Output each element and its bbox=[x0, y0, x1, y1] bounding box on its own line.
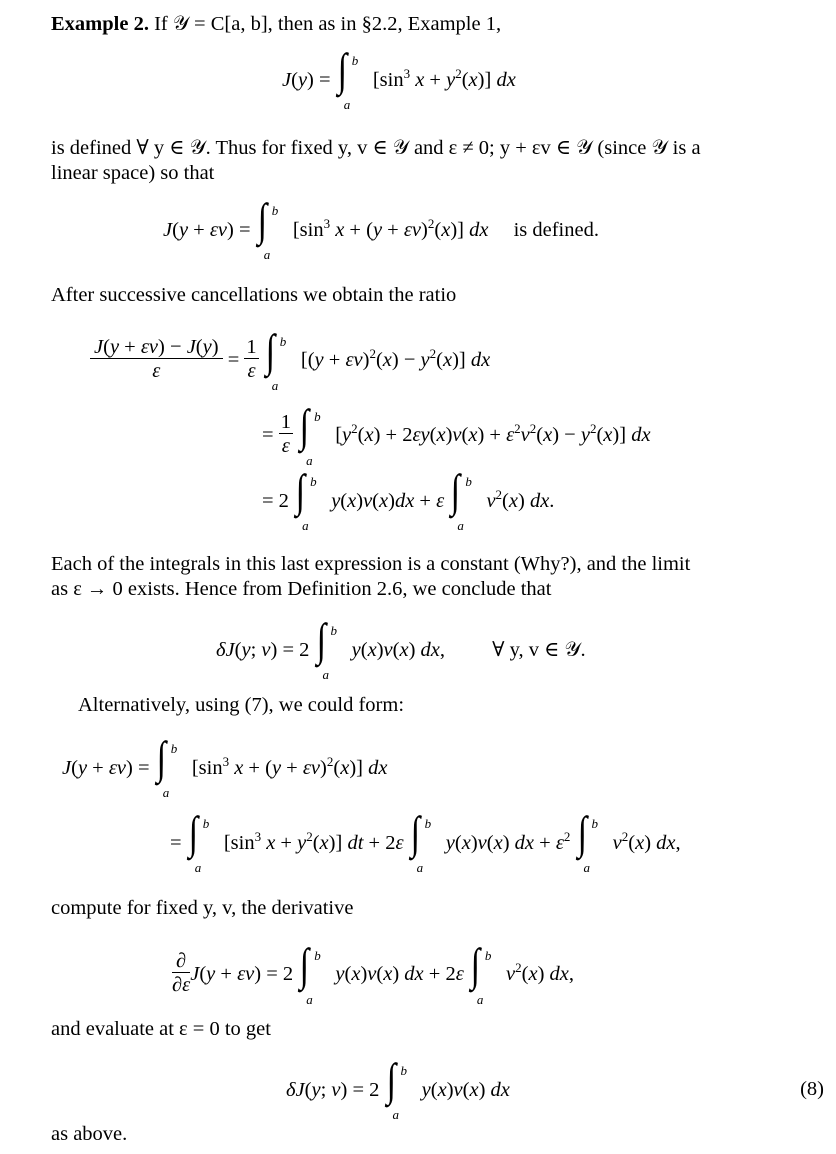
equation-8: δJ(y; v) = 2 ∫ b a y(x)v(x) dx bbox=[286, 1054, 510, 1123]
example-label: Example 2. bbox=[51, 13, 149, 35]
paragraph-evaluate: and evaluate at ε = 0 to get bbox=[51, 1018, 271, 1040]
paragraph-alternatively: Alternatively, using (7), we could form: bbox=[78, 694, 405, 716]
equation-J-definition: J(y) = ∫ b a [$\sin^3$ $x + y^2(x)$] dx bbox=[282, 44, 516, 113]
equation-ratio-line-1: $\frac{J(y + \varepsilon v) - J(y)}{\varepsilon}$ = $\frac{1}{\varepsilon}$ ∫ b a $[(y + \varepsilon v)^2(x) - y^2(x)]$ dx bbox=[90, 338, 490, 385]
paragraph-as-above: as above. bbox=[51, 1123, 128, 1145]
equation-derivative: $\frac{\partial}{\partial\varepsilon}$ J(y + εv) = 2 ∫ b a y(x)v(x) dx + 2ε ∫ b a $v^2(x)$ dx, bbox=[172, 938, 575, 1007]
paragraph-compute: compute for fixed y, v, the derivative bbox=[51, 897, 354, 919]
paragraph-each-line-2: as ε → 0 exists. Hence from Definition 2.6, we conclude that bbox=[51, 578, 552, 600]
equation-number-8: (8) bbox=[800, 1078, 824, 1100]
is-defined-text: is defined. bbox=[513, 219, 599, 241]
forall-text: ∀ y, v ∈ 𝒴. bbox=[492, 639, 586, 661]
equation-ratio-line-3: = 2 ∫ b a y(x)v(x)dx + ε ∫ b a $v^2(x)$ dx. bbox=[262, 465, 555, 534]
paragraph-defined-line-1: is defined ∀ y ∈ 𝒴. Thus for fixed y, v ∈ 𝒴 and ε ≠ 0; y + εv ∈ 𝒴 (since 𝒴 is a bbox=[51, 137, 701, 159]
equation-alternative-line-1: J(y + εv) = ∫ b a [$\sin^3$ $x + (y + \varepsilon v)^2(x)$] dx bbox=[62, 732, 388, 801]
example-intro: If 𝒴 = C[a, b], then as in §2.2, Example 1, bbox=[154, 13, 502, 35]
example-heading bbox=[51, 12, 501, 36]
paragraph-each-line-1: Each of the integrals in this last expression is a constant (Why?), and the limit bbox=[51, 553, 691, 575]
paragraph-after-cancellations: After successive cancellations we obtain the ratio bbox=[51, 284, 457, 306]
equation-J-perturbed: J(y + εv) = ∫ b a [$\sin^3$ $x + (y + \varepsilon v)^2(x)$] dx is defined. bbox=[163, 194, 599, 263]
paragraph-defined-line-2: linear space) so that bbox=[51, 162, 215, 184]
equation-ratio-line-2: = $\frac{1}{\varepsilon}$ ∫ b a $[y^2(x) + 2\varepsilon y(x)v(x) + \varepsilon^2v^2(x) - y^2(x)]$ dx bbox=[262, 399, 651, 468]
equation-variation: δJ(y; v) = 2 ∫ b a y(x)v(x) dx, ∀ y, v ∈ 𝒴. bbox=[216, 614, 586, 683]
equation-alternative-line-2: = ∫ b a [$\sin^3$ $x + y^2(x)$] dt + 2ε ∫ b a y(x)v(x) dx + $\varepsilon^2$ ∫ b a $v^2(x)$ dx, bbox=[170, 807, 681, 876]
